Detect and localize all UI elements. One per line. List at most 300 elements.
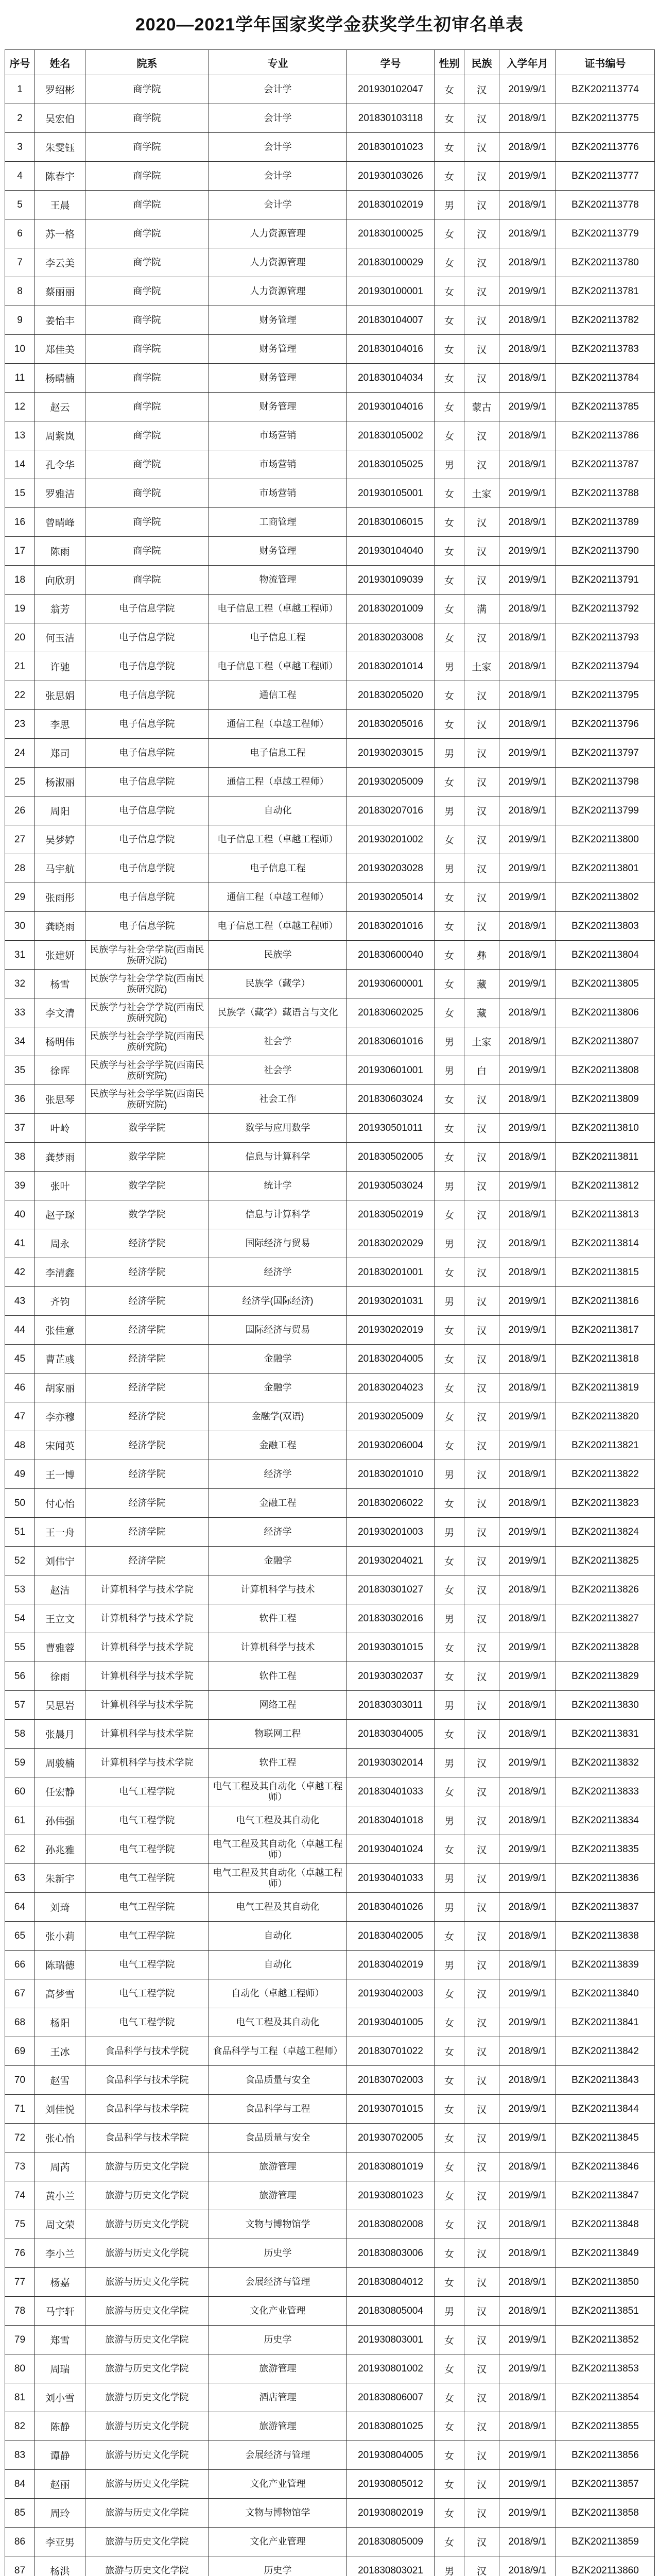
cell-major: 旅游管理: [209, 2412, 347, 2441]
cell-major: 经济学(国际经济): [209, 1287, 347, 1316]
cell-enrollment: 2018/9/1: [499, 912, 556, 941]
cell-student-id: 201830105025: [347, 450, 435, 479]
cell-major: 电子信息工程（卓越工程师）: [209, 912, 347, 941]
cell-college: 数学学院: [85, 1172, 209, 1200]
cell-major: 金融工程: [209, 1431, 347, 1460]
cell-ethnicity: 汉: [464, 306, 499, 335]
cell-index: 38: [5, 1143, 35, 1172]
header-enrollment: 入学年月: [499, 50, 556, 75]
cell-ethnicity: 汉: [464, 1922, 499, 1951]
cell-enrollment: 2018/9/1: [499, 2412, 556, 2441]
cell-college: 经济学院: [85, 1287, 209, 1316]
cell-gender: 女: [435, 1431, 464, 1460]
cell-index: 43: [5, 1287, 35, 1316]
cell-index: 71: [5, 2095, 35, 2124]
cell-major: 会计学: [209, 133, 347, 162]
cell-ethnicity: 汉: [464, 1893, 499, 1922]
cell-student-id: 201930205009: [347, 1402, 435, 1431]
cell-college: 电气工程学院: [85, 1951, 209, 1979]
cell-ethnicity: 汉: [464, 2297, 499, 2326]
cell-enrollment: 2018/9/1: [499, 1489, 556, 1518]
cell-name: 吴思岩: [35, 1691, 85, 1720]
cell-certificate: BZK202113809: [556, 1085, 655, 1114]
cell-gender: 男: [435, 1691, 464, 1720]
award-table: [5, 49, 655, 2576]
cell-ethnicity: 汉: [464, 421, 499, 450]
cell-index: 47: [5, 1402, 35, 1431]
cell-ethnicity: 蒙古: [464, 393, 499, 421]
cell-major: 会展经济与管理: [209, 2441, 347, 2470]
cell-major: 软件工程: [209, 1662, 347, 1691]
cell-index: 31: [5, 941, 35, 970]
cell-gender: 女: [435, 1979, 464, 2008]
table-row: [5, 998, 655, 1027]
cell-index: 19: [5, 595, 35, 623]
cell-name: 王晨: [35, 191, 85, 219]
cell-gender: 女: [435, 1143, 464, 1172]
table-row: [5, 1027, 655, 1056]
cell-index: 41: [5, 1229, 35, 1258]
cell-certificate: BZK202113849: [556, 2239, 655, 2268]
table-row: [5, 2326, 655, 2354]
cell-student-id: 201930103026: [347, 162, 435, 191]
cell-name: 杨雪: [35, 970, 85, 998]
cell-certificate: BZK202113792: [556, 595, 655, 623]
cell-enrollment: 2019/9/1: [499, 1979, 556, 2008]
cell-college: 商学院: [85, 566, 209, 595]
cell-student-id: 201830502005: [347, 1143, 435, 1172]
cell-index: 64: [5, 1893, 35, 1922]
cell-student-id: 201930206004: [347, 1431, 435, 1460]
cell-major: 财务管理: [209, 364, 347, 393]
cell-ethnicity: 汉: [464, 1777, 499, 1806]
table-row: [5, 1864, 655, 1893]
cell-name: 周阳: [35, 796, 85, 825]
cell-enrollment: 2018/9/1: [499, 1691, 556, 1720]
cell-major: 财务管理: [209, 335, 347, 364]
cell-college: 经济学院: [85, 1402, 209, 1431]
cell-certificate: BZK202113837: [556, 1893, 655, 1922]
cell-enrollment: 2019/9/1: [499, 1662, 556, 1691]
cell-certificate: BZK202113784: [556, 364, 655, 393]
cell-gender: 男: [435, 1604, 464, 1633]
header-student-id: 学号: [347, 50, 435, 75]
cell-gender: 女: [435, 566, 464, 595]
cell-college: 电子信息学院: [85, 739, 209, 768]
cell-name: 赵雪: [35, 2066, 85, 2095]
header-major: 专业: [209, 50, 347, 75]
cell-certificate: BZK202113782: [556, 306, 655, 335]
cell-college: 电子信息学院: [85, 652, 209, 681]
cell-enrollment: 2018/9/1: [499, 2297, 556, 2326]
cell-certificate: BZK202113797: [556, 739, 655, 768]
cell-college: 旅游与历史文化学院: [85, 2528, 209, 2556]
cell-enrollment: 2018/9/1: [499, 2383, 556, 2412]
cell-college: 电子信息学院: [85, 883, 209, 912]
cell-certificate: BZK202113844: [556, 2095, 655, 2124]
cell-index: 55: [5, 1633, 35, 1662]
cell-certificate: BZK202113781: [556, 277, 655, 306]
table-row: [5, 912, 655, 941]
cell-certificate: BZK202113787: [556, 450, 655, 479]
cell-enrollment: 2019/9/1: [499, 1316, 556, 1345]
cell-gender: 女: [435, 1374, 464, 1402]
cell-ethnicity: 白: [464, 1056, 499, 1085]
cell-student-id: 201830104007: [347, 306, 435, 335]
cell-student-id: 201930100001: [347, 277, 435, 306]
cell-gender: 女: [435, 2181, 464, 2210]
cell-college: 电气工程学院: [85, 1806, 209, 1835]
cell-student-id: 201930804005: [347, 2441, 435, 2470]
cell-college: 电气工程学院: [85, 1922, 209, 1951]
cell-major: 通信工程（卓越工程师）: [209, 710, 347, 739]
cell-gender: 女: [435, 998, 464, 1027]
cell-certificate: BZK202113854: [556, 2383, 655, 2412]
cell-index: 62: [5, 1835, 35, 1864]
cell-index: 65: [5, 1922, 35, 1951]
cell-enrollment: 2018/9/1: [499, 421, 556, 450]
cell-major: 文物与博物馆学: [209, 2210, 347, 2239]
cell-index: 73: [5, 2153, 35, 2181]
header-gender: 性别: [435, 50, 464, 75]
table-row: [5, 1489, 655, 1518]
cell-student-id: 201830601016: [347, 1027, 435, 1056]
table-row: [5, 479, 655, 508]
cell-college: 旅游与历史文化学院: [85, 2383, 209, 2412]
cell-college: 经济学院: [85, 1518, 209, 1547]
cell-certificate: BZK202113841: [556, 2008, 655, 2037]
cell-major: 食品科学与工程: [209, 2095, 347, 2124]
cell-gender: 女: [435, 1547, 464, 1575]
cell-student-id: 201830402005: [347, 1922, 435, 1951]
cell-student-id: 201930301015: [347, 1633, 435, 1662]
cell-certificate: BZK202113795: [556, 681, 655, 710]
cell-student-id: 201830105002: [347, 421, 435, 450]
cell-enrollment: 2018/9/1: [499, 1258, 556, 1287]
cell-name: 李亦穆: [35, 1402, 85, 1431]
cell-name: 陈春宇: [35, 162, 85, 191]
cell-college: 商学院: [85, 537, 209, 566]
cell-student-id: 201830805004: [347, 2297, 435, 2326]
cell-gender: 女: [435, 1114, 464, 1143]
cell-index: 4: [5, 162, 35, 191]
cell-gender: 男: [435, 1056, 464, 1085]
cell-major: 文化产业管理: [209, 2297, 347, 2326]
cell-ethnicity: 汉: [464, 1200, 499, 1229]
cell-name: 杨明伟: [35, 1027, 85, 1056]
cell-enrollment: 2019/9/1: [499, 1056, 556, 1085]
cell-student-id: 201830201016: [347, 912, 435, 941]
cell-college: 旅游与历史文化学院: [85, 2181, 209, 2210]
cell-enrollment: 2018/9/1: [499, 1200, 556, 1229]
cell-ethnicity: 土家: [464, 652, 499, 681]
cell-college: 数学学院: [85, 1114, 209, 1143]
cell-index: 42: [5, 1258, 35, 1287]
cell-enrollment: 2018/9/1: [499, 2528, 556, 2556]
cell-name: 朱雯钰: [35, 133, 85, 162]
cell-name: 周紫岚: [35, 421, 85, 450]
table-row: [5, 710, 655, 739]
cell-enrollment: 2018/9/1: [499, 450, 556, 479]
cell-enrollment: 2018/9/1: [499, 1604, 556, 1633]
cell-enrollment: 2018/9/1: [499, 2239, 556, 2268]
table-row: [5, 1460, 655, 1489]
table-row: [5, 1922, 655, 1951]
cell-enrollment: 2018/9/1: [499, 133, 556, 162]
cell-enrollment: 2019/9/1: [499, 2008, 556, 2037]
cell-ethnicity: 汉: [464, 1604, 499, 1633]
cell-ethnicity: 汉: [464, 1835, 499, 1864]
cell-gender: 男: [435, 1287, 464, 1316]
cell-certificate: BZK202113789: [556, 508, 655, 537]
cell-ethnicity: 汉: [464, 2499, 499, 2528]
cell-college: 旅游与历史文化学院: [85, 2153, 209, 2181]
cell-name: 李小兰: [35, 2239, 85, 2268]
cell-ethnicity: 汉: [464, 1806, 499, 1835]
cell-gender: 女: [435, 681, 464, 710]
cell-certificate: BZK202113794: [556, 652, 655, 681]
cell-name: 曾晴峰: [35, 508, 85, 537]
cell-gender: 女: [435, 825, 464, 854]
cell-index: 29: [5, 883, 35, 912]
cell-gender: 女: [435, 883, 464, 912]
cell-major: 电气工程及其自动化（卓越工程师）: [209, 1864, 347, 1893]
cell-gender: 男: [435, 191, 464, 219]
cell-name: 周文荣: [35, 2210, 85, 2239]
cell-index: 66: [5, 1951, 35, 1979]
cell-enrollment: 2019/9/1: [499, 825, 556, 854]
cell-college: 计算机科学与技术学院: [85, 1691, 209, 1720]
table-row: [5, 219, 655, 248]
table-row: [5, 2441, 655, 2470]
cell-gender: 女: [435, 2008, 464, 2037]
cell-ethnicity: 汉: [464, 364, 499, 393]
cell-index: 28: [5, 854, 35, 883]
table-row: [5, 566, 655, 595]
cell-student-id: 201930401024: [347, 1835, 435, 1864]
cell-major: 自动化: [209, 1951, 347, 1979]
table-row: [5, 681, 655, 710]
cell-college: 商学院: [85, 104, 209, 133]
table-row: [5, 2470, 655, 2499]
cell-ethnicity: 汉: [464, 1749, 499, 1777]
cell-name: 龚晓雨: [35, 912, 85, 941]
cell-gender: 女: [435, 277, 464, 306]
cell-index: 12: [5, 393, 35, 421]
cell-college: 食品科学与技术学院: [85, 2124, 209, 2153]
table-row: [5, 2412, 655, 2441]
cell-college: 电子信息学院: [85, 595, 209, 623]
cell-college: 经济学院: [85, 1345, 209, 1374]
cell-student-id: 201930205009: [347, 768, 435, 796]
cell-enrollment: 2018/9/1: [499, 2037, 556, 2066]
cell-certificate: BZK202113843: [556, 2066, 655, 2095]
cell-ethnicity: 汉: [464, 1979, 499, 2008]
cell-major: 电气工程及其自动化（卓越工程师）: [209, 1835, 347, 1864]
cell-certificate: BZK202113836: [556, 1864, 655, 1893]
cell-ethnicity: 藏: [464, 998, 499, 1027]
cell-student-id: 201930201031: [347, 1287, 435, 1316]
cell-ethnicity: 汉: [464, 2037, 499, 2066]
cell-index: 54: [5, 1604, 35, 1633]
cell-enrollment: 2018/9/1: [499, 2153, 556, 2181]
cell-index: 74: [5, 2181, 35, 2210]
cell-certificate: BZK202113796: [556, 710, 655, 739]
cell-index: 77: [5, 2268, 35, 2297]
cell-name: 宋闻英: [35, 1431, 85, 1460]
cell-name: 赵洁: [35, 1575, 85, 1604]
cell-index: 24: [5, 739, 35, 768]
cell-gender: 女: [435, 2383, 464, 2412]
cell-major: 民族学: [209, 941, 347, 970]
cell-index: 6: [5, 219, 35, 248]
cell-major: 国际经济与贸易: [209, 1316, 347, 1345]
table-row: [5, 1056, 655, 1085]
cell-enrollment: 2018/9/1: [499, 219, 556, 248]
cell-student-id: 201830402019: [347, 1951, 435, 1979]
cell-name: 郑司: [35, 739, 85, 768]
cell-student-id: 201830207016: [347, 796, 435, 825]
table-row: [5, 364, 655, 393]
cell-student-id: 201930802019: [347, 2499, 435, 2528]
table-row: [5, 2528, 655, 2556]
cell-index: 2: [5, 104, 35, 133]
cell-index: 69: [5, 2037, 35, 2066]
cell-student-id: 201830103118: [347, 104, 435, 133]
cell-student-id: 201830603024: [347, 1085, 435, 1114]
cell-gender: 女: [435, 537, 464, 566]
cell-certificate: BZK202113831: [556, 1720, 655, 1749]
cell-college: 旅游与历史文化学院: [85, 2470, 209, 2499]
cell-certificate: BZK202113842: [556, 2037, 655, 2066]
cell-major: 通信工程（卓越工程师）: [209, 768, 347, 796]
cell-gender: 女: [435, 133, 464, 162]
table-row: [5, 595, 655, 623]
cell-student-id: 201830100029: [347, 248, 435, 277]
cell-name: 张叶: [35, 1172, 85, 1200]
cell-name: 谭静: [35, 2441, 85, 2470]
cell-major: 财务管理: [209, 393, 347, 421]
cell-ethnicity: 汉: [464, 2095, 499, 2124]
cell-student-id: 201830302016: [347, 1604, 435, 1633]
cell-name: 张佳意: [35, 1316, 85, 1345]
cell-student-id: 201830401033: [347, 1777, 435, 1806]
cell-college: 商学院: [85, 306, 209, 335]
cell-name: 齐钧: [35, 1287, 85, 1316]
cell-ethnicity: 汉: [464, 1172, 499, 1200]
cell-major: 会展经济与管理: [209, 2268, 347, 2297]
cell-student-id: 201930104040: [347, 537, 435, 566]
cell-certificate: BZK202113847: [556, 2181, 655, 2210]
cell-certificate: BZK202113780: [556, 248, 655, 277]
cell-major: 物联网工程: [209, 1720, 347, 1749]
cell-ethnicity: 汉: [464, 1633, 499, 1662]
cell-name: 王立文: [35, 1604, 85, 1633]
cell-gender: 男: [435, 1460, 464, 1489]
cell-major: 人力资源管理: [209, 248, 347, 277]
table-row: [5, 854, 655, 883]
cell-gender: 男: [435, 1864, 464, 1893]
cell-ethnicity: 汉: [464, 2528, 499, 2556]
cell-certificate: BZK202113822: [556, 1460, 655, 1489]
cell-gender: 男: [435, 1518, 464, 1547]
cell-certificate: BZK202113825: [556, 1547, 655, 1575]
cell-enrollment: 2019/9/1: [499, 75, 556, 104]
cell-student-id: 201930803001: [347, 2326, 435, 2354]
cell-student-id: 201830805009: [347, 2528, 435, 2556]
cell-ethnicity: 汉: [464, 1345, 499, 1374]
cell-gender: 女: [435, 162, 464, 191]
table-row: [5, 2297, 655, 2326]
cell-certificate: BZK202113814: [556, 1229, 655, 1258]
cell-ethnicity: 汉: [464, 1287, 499, 1316]
cell-gender: 女: [435, 941, 464, 970]
cell-major: 电子信息工程（卓越工程师）: [209, 595, 347, 623]
table-row: [5, 1777, 655, 1806]
cell-index: 76: [5, 2239, 35, 2268]
table-row: [5, 133, 655, 162]
cell-ethnicity: 彝: [464, 941, 499, 970]
cell-index: 7: [5, 248, 35, 277]
cell-major: 食品质量与安全: [209, 2066, 347, 2095]
cell-college: 经济学院: [85, 1431, 209, 1460]
cell-enrollment: 2018/9/1: [499, 1575, 556, 1604]
cell-college: 经济学院: [85, 1460, 209, 1489]
cell-index: 50: [5, 1489, 35, 1518]
cell-certificate: BZK202113808: [556, 1056, 655, 1085]
cell-student-id: 201830401026: [347, 1893, 435, 1922]
cell-gender: 男: [435, 739, 464, 768]
cell-enrollment: 2019/9/1: [499, 883, 556, 912]
cell-enrollment: 2018/9/1: [499, 1806, 556, 1835]
cell-name: 杨阳: [35, 2008, 85, 2037]
cell-major: 会计学: [209, 104, 347, 133]
cell-ethnicity: 汉: [464, 1114, 499, 1143]
cell-name: 吴梦婷: [35, 825, 85, 854]
cell-enrollment: 2018/9/1: [499, 1143, 556, 1172]
cell-name: 陈瑞德: [35, 1951, 85, 1979]
cell-ethnicity: 土家: [464, 1027, 499, 1056]
cell-gender: 女: [435, 2153, 464, 2181]
cell-index: 79: [5, 2326, 35, 2354]
cell-student-id: 201830104034: [347, 364, 435, 393]
cell-gender: 女: [435, 364, 464, 393]
table-row: [5, 2268, 655, 2297]
table-row: [5, 1229, 655, 1258]
cell-index: 20: [5, 623, 35, 652]
cell-certificate: BZK202113827: [556, 1604, 655, 1633]
cell-certificate: BZK202113852: [556, 2326, 655, 2354]
cell-gender: 女: [435, 1633, 464, 1662]
cell-name: 罗雅洁: [35, 479, 85, 508]
cell-college: 民族学与社会学学院(西南民族研究院): [85, 1085, 209, 1114]
cell-certificate: BZK202113785: [556, 393, 655, 421]
cell-enrollment: 2019/9/1: [499, 2499, 556, 2528]
cell-major: 酒店管理: [209, 2383, 347, 2412]
cell-student-id: 201930302014: [347, 1749, 435, 1777]
cell-ethnicity: 汉: [464, 450, 499, 479]
cell-student-id: 201930201002: [347, 825, 435, 854]
cell-major: 社会学: [209, 1027, 347, 1056]
cell-name: 马宇轩: [35, 2297, 85, 2326]
cell-major: 历史学: [209, 2326, 347, 2354]
cell-college: 民族学与社会学学院(西南民族研究院): [85, 941, 209, 970]
cell-major: 软件工程: [209, 1604, 347, 1633]
cell-ethnicity: 汉: [464, 2326, 499, 2354]
cell-certificate: BZK202113798: [556, 768, 655, 796]
table-row: [5, 1893, 655, 1922]
cell-enrollment: 2018/9/1: [499, 2066, 556, 2095]
